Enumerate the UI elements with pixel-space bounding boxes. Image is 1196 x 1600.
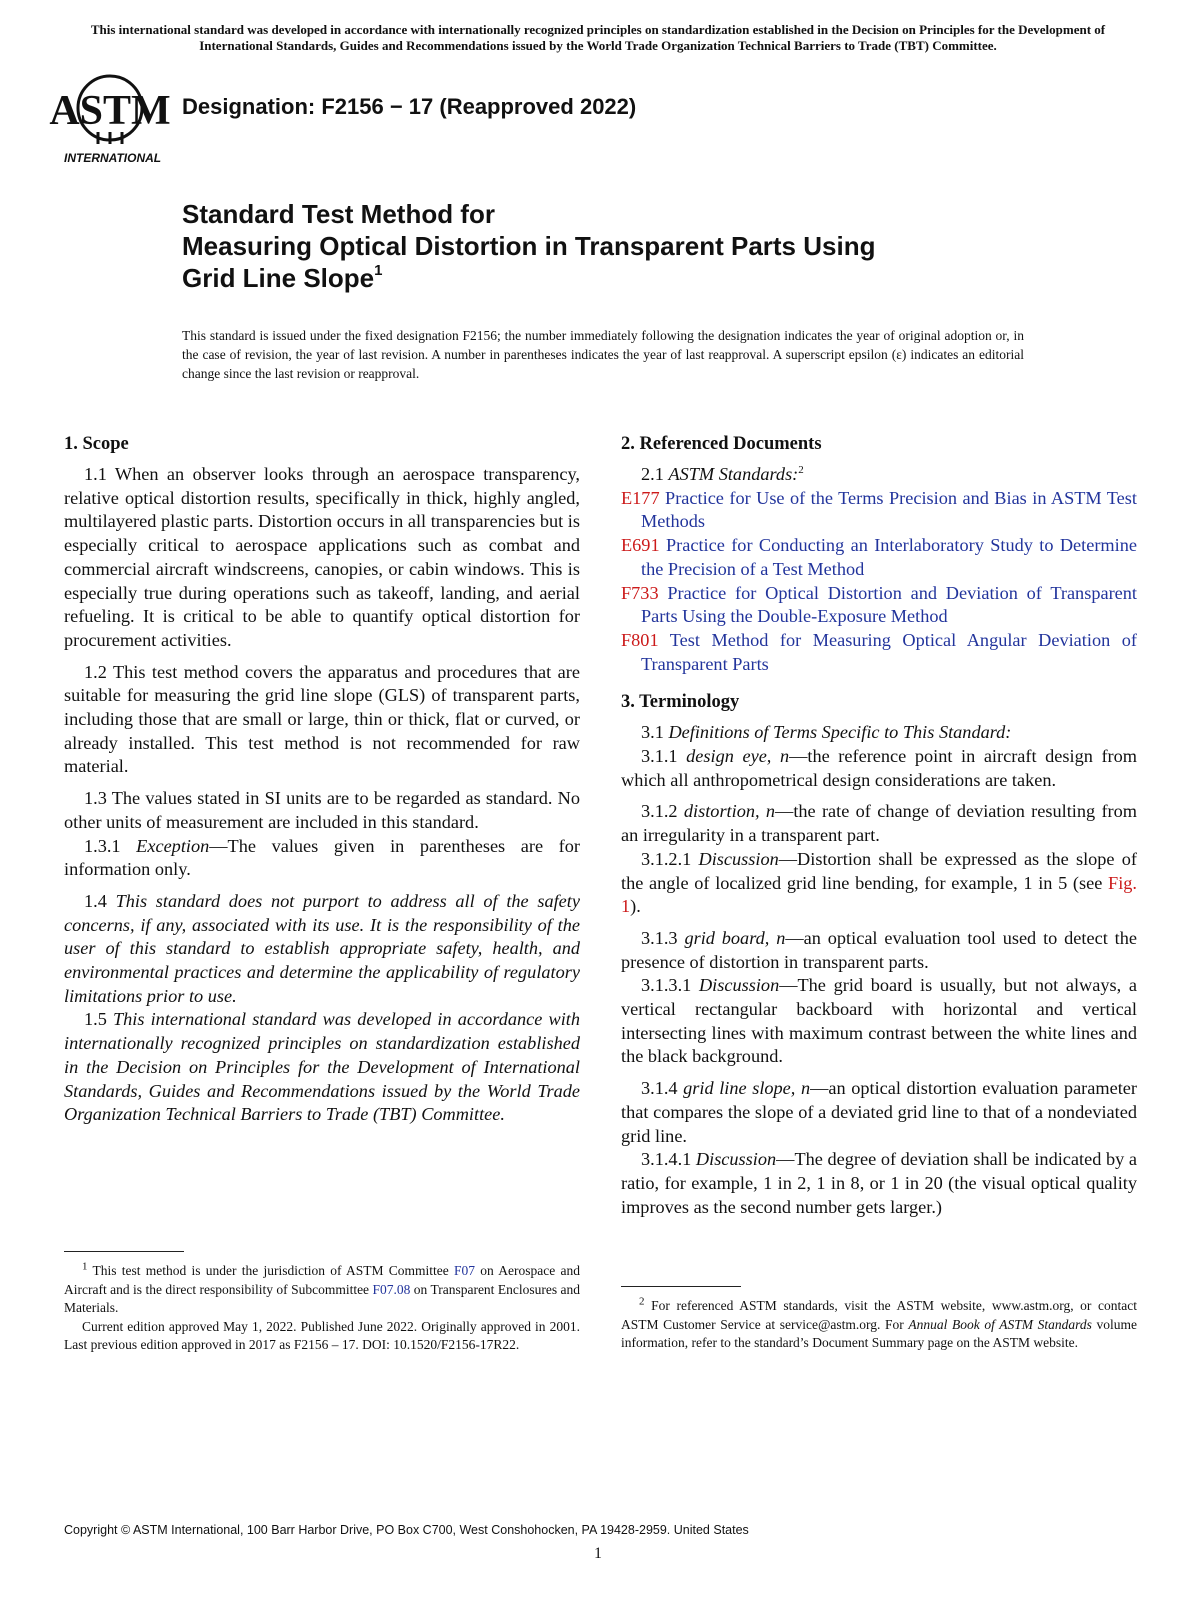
issuance-note: This standard is issued under the fixed designation F2156; the number immediately following the designation indicates the year of original adoption or, in the case of revision, the year of last revision. A number in parentheses indicates the year of last reapproval. A superscript epsilon (ε) indicates an editorial change since the last revision or reapproval. [182, 328, 1024, 381]
title-footnote-mark: 1 [374, 262, 383, 279]
document-title [182, 198, 1082, 294]
para-1-2: 1.2 This test method covers the apparatus and procedures that are suitable for measuring the grid line slope (GLS) of transparent parts, including those that are small or large, thin or thick, flat or curved, or already installed. This test method is not recommended for raw material. [64, 661, 580, 777]
title-line-2: Measuring Optical Distortion in Transparent Parts Using [182, 231, 876, 261]
astm-logo-mark [49, 70, 172, 168]
footnote-1: $^1$ This test method is under the jurisdiction of ASTM Committee F07 on Aerospace and Aircraft and is the direct responsibility of Subcommittee F07.08 on Transparent Enclosures and Materials. Current edition approved May 1, 2022. Published June 2022. Originally approved in 2001. Last previous edition approved in 2017 as F2156 – 17. DOI: 10.1520/F2156-17R22. [64, 1262, 580, 1355]
committee-f07-link[interactable]: F07 [454, 1263, 476, 1278]
edition-note: Current edition approved May 1, 2022. Published June 2022. Originally approved in 2001. Last previous edition approved in 2017 as F2156 – 17. DOI: 10.1520/F2156-17R22. [64, 1318, 580, 1352]
reference-item[interactable] [621, 629, 1137, 676]
section-heading-terminology: 3. Terminology [621, 692, 740, 713]
para-3-1-2: 3.1.2 distortion, n—the rate of change of deviation resulting from an irregularity in a transparent part. [621, 801, 1138, 846]
reference-title-link[interactable]: Practice for Use of the Terms Precision and Bias in ASTM Test Methods [641, 487, 1137, 532]
astm-logo [49, 70, 172, 168]
para-1-1: 1.1 When an observer looks through an aerospace transparency, relative optical distortion results, specifically in thick, highly angled, multilayered plastic parts. Distortion occurs in all transparencies but is especially critical to aerospace applications such as combat and commercial aircraft windscreens, canopies, or cabin windows. This is especially true during operations such as takeoff, landing, and aerial refueling. It is critical to be able to quantify optical distortion for procurement activities. [64, 464, 580, 650]
reference-title-link[interactable]: Practice for Conducting an Interlaboratory Study to Determine the Precision of a Test Method [641, 535, 1137, 579]
para-3-1-2-1: 3.1.2.1 Discussion—Distortion shall be expressed as the slope of the angle of localized grid line bending, for example, 1 in 5 (see Fig. 1). [621, 848, 1137, 917]
designation: Designation: F2156 − 17 (Reapproved 2022) [182, 94, 637, 119]
title-line-1: Standard Test Method for [182, 199, 495, 229]
footnote-2: $^2$ For referenced ASTM standards, visit the ASTM website, www.astm.org, or contact ASTM Customer Service at service@astm.org. For Annual Book of ASTM Standards volume information, refer to the standard’s Document Summary page on the ASTM website. [621, 1295, 1138, 1350]
para-3-1-1: 3.1.1 design eye, n—the reference point in aircraft design from which all anthropometrical design considerations are taken. [621, 746, 1138, 790]
section-heading-scope: 1. Scope [64, 434, 129, 454]
para-1-3: 1.3 The values stated in SI units are to be regarded as standard. No other units of measurement are included in this standard. [64, 788, 580, 832]
para-3-1-4-1: 3.1.4.1 Discussion—The degree of deviation shall be indicated by a ratio, for example, 1 in 2, 1 in 8, or 1 in 20 (the visual optical quality improves as the second number gets larger.) [621, 1149, 1137, 1217]
reference-code-link[interactable]: E177 [621, 487, 660, 508]
page-number: 1 [594, 1545, 602, 1562]
reference-code-link[interactable]: F733 [621, 582, 659, 603]
reference-item[interactable] [621, 534, 1137, 581]
reference-item[interactable] [621, 487, 1137, 534]
tbt-notice: This international standard was developed in accordance with internationally recognized principles on standardization established in the Decision on Principles for the Development of International Standards, Guides and Recommendations issued by the World Trade Organization Technical Barriers to Trade (TBT) Committee. [90, 22, 1106, 53]
figure-1-link[interactable]: Fig. 1 [621, 872, 1137, 917]
para-3-1-3: 3.1.3 grid board, n—an optical evaluation tool used to detect the presence of distortion in transparent parts. [621, 927, 1137, 972]
left-column [64, 432, 580, 1127]
section-heading-referenced-documents: 2. Referenced Documents [621, 434, 822, 454]
para-1-4: 1.4 This standard does not purport to address all of the safety concerns, if any, associated with its use. It is the responsibility of the user of this standard to establish appropriate safety, health, and environmental practices and determine the applicability of regulatory limitations prior to use. [64, 890, 580, 1006]
para-1-5: 1.5 This international standard was developed in accordance with internationally recognized principles on standardization established in the Decision on Principles for the Development of International Standards, Guides and Recommendations issued by the World Trade Organization Technical Barriers to Trade (TBT) Committee. [64, 1009, 580, 1125]
reference-code-link[interactable]: F801 [621, 629, 659, 650]
footnote-divider [621, 1286, 741, 1287]
reference-item[interactable] [621, 582, 1137, 629]
footnote-divider [64, 1251, 184, 1252]
reference-title-link[interactable]: Practice for Optical Distortion and Deviation of Transparent Parts Using the Double-Exposure Method [641, 582, 1137, 627]
subcommittee-f07-08-link[interactable]: F07.08 [372, 1281, 411, 1297]
astm-standards-subheading: 2.1 ASTM Standards:$^2$ [641, 463, 804, 484]
logo-subtext: INTERNATIONAL [64, 151, 162, 165]
logo-letters: ASTM [49, 88, 171, 134]
title-line-3: Grid Line Slope [182, 263, 375, 293]
para-1-3-1: 1.3.1 Exception—The values given in parentheses are for information only. [64, 835, 580, 880]
reference-title-link[interactable]: Test Method for Measuring Optical Angular Deviation of Transparent Parts [641, 629, 1137, 674]
para-3-1-4: 3.1.4 grid line slope, n—an optical distortion evaluation parameter that compares the slope of a deviated grid line to that of a nondeviated grid line. [621, 1078, 1137, 1146]
para-3-1: 3.1 Definitions of Terms Specific to This Standard: [641, 722, 1012, 743]
right-column [621, 432, 1137, 1219]
reference-code-link[interactable]: E691 [621, 535, 660, 556]
para-3-1-3-1: 3.1.3.1 Discussion—The grid board is usually, but not always, a vertical rectangular backboard with horizontal and vertical intersecting lines with maximum contrast between the white lines and the black background. [621, 975, 1137, 1067]
copyright-line: Copyright © ASTM International, 100 Barr Harbor Drive, PO Box C700, West Conshohocken, PA 19428-2959. United States [64, 1523, 749, 1537]
